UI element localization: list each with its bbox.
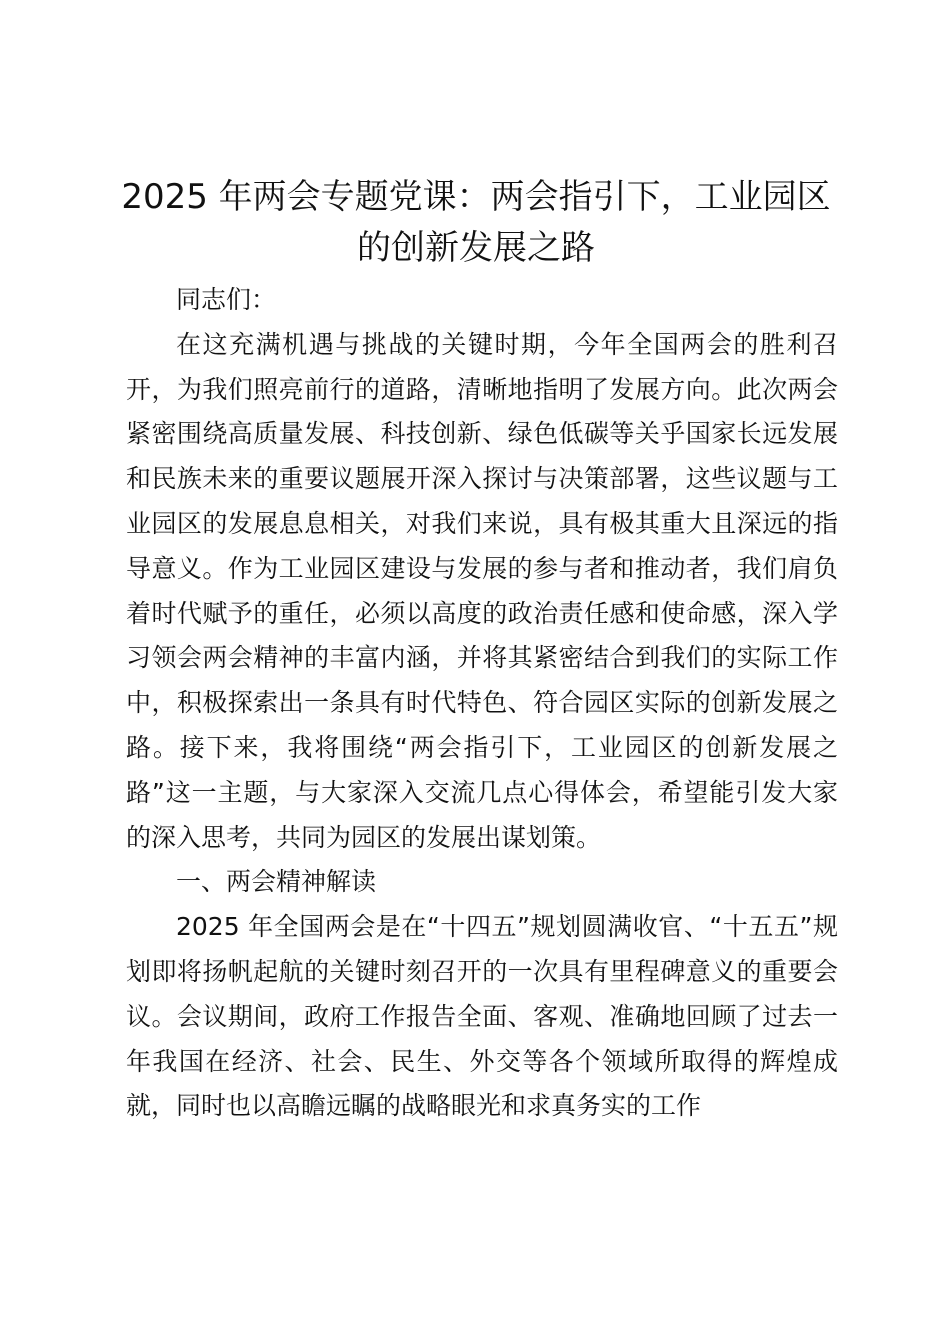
intro-paragraph: 在这充满机遇与挑战的关键时期，今年全国两会的胜利召开，为我们照亮前行的道路，清晰地指明了发展方向。此次两会紧密围绕高质量发展、科技创新、绿色低碳等关乎国家长远发展和民族未来的重要议题展开深入探讨与决策部署，这些议题与工业园区的发展息息相关，对我们来说，具有极其重大且深远的指导意义。作为工业园区建设与发展的参与者和推动者，我们肩负着时代赋予的重任，必须以高度的政治责任感和使命感，深入学习领会两会精神的丰富内涵，并将其紧密结合到我们的实际工作中，积极探索出一条具有时代特色、符合园区实际的创新发展之路。接下来，我将围绕“两会指引下，工业园区的创新发展之路”这一主题，与大家深入交流几点心得体会，希望能引发大家的深入思考，共同为园区的发展出谋划策。 [126,329,838,852]
greeting: 同志们： [176,285,277,314]
document-body [126,278,838,1129]
document-title: 2025 年两会专题党课：两会指引下，工业园区的创新发展之路 [121,177,831,268]
section-paragraph: 2025 年全国两会是在“十四五”规划圆满收官、“十五五”规划即将扬帆起航的关键时刻召开的一次具有里程碑意义的重要会议。会议期间，政府工作报告全面、客观、准确地回顾了过去一年我国在经济、社会、民生、外交等各个领域所取得的辉煌成就，同时也以高瞻远瞩的战略眼光和求真务实的工作 [126,912,838,1121]
section-heading: 一、两会精神解读 [176,867,377,897]
